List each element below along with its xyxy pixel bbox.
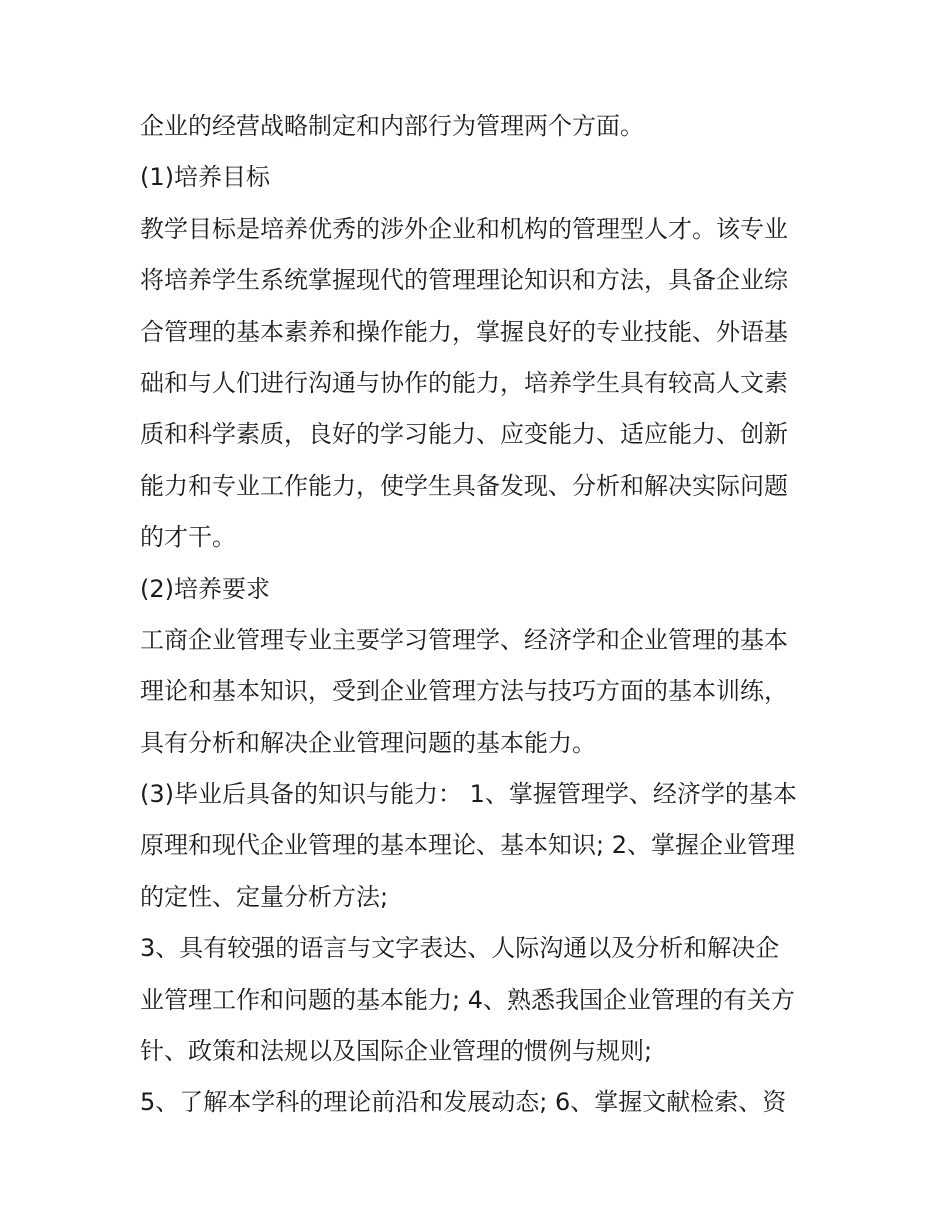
text-line: 理论和基本知识，受到企业管理方法与技巧方面的基本训练， <box>140 677 788 706</box>
text-line: 将培养学生系统掌握现代的管理理论知识和方法，具备企业综 <box>140 266 788 295</box>
document-body <box>140 101 820 1129</box>
text-line: 教学目标是培养优秀的涉外企业和机构的管理型人才。该专业 <box>140 214 788 243</box>
text-line: 企业的经营战略制定和内部行为管理两个方面。 <box>140 112 644 140</box>
text-line: 针、政策和法规以及国际企业管理的惯例与规则; <box>140 1037 653 1066</box>
text-line: 工商企业管理专业主要学习管理学、经济学和企业管理的基本 <box>140 625 788 654</box>
text-line: 原理和现代企业管理的基本理论、基本知识; 2、掌握企业管理 <box>140 831 795 860</box>
text-line: 能力和专业工作能力，使学生具备发现、分析和解决实际问题 <box>140 471 788 500</box>
section-heading: (1)培养目标 <box>140 163 270 192</box>
text-line: 业管理工作和问题的基本能力; 4、熟悉我国企业管理的有关方 <box>140 985 795 1014</box>
text-line: 具有分析和解决企业管理问题的基本能力。 <box>140 728 596 757</box>
text-line: 的定性、定量分析方法; <box>140 882 389 911</box>
text-line: 质和科学素质，良好的学习能力、应变能力、适应能力、创新 <box>140 420 788 449</box>
section-heading: (3)毕业后具备的知识与能力： 1、掌握管理学、经济学的基本 <box>140 780 797 809</box>
text-line: 3、具有较强的语言与文字表达、人际沟通以及分析和解决企 <box>140 934 780 963</box>
text-line: 的才干。 <box>140 523 236 552</box>
section-heading: (2)培养要求 <box>140 574 270 603</box>
text-line: 础和与人们进行沟通与协作的能力，培养学生具有较高人文素 <box>140 368 788 397</box>
text-line: 合管理的基本素养和操作能力，掌握良好的专业技能、外语基 <box>140 317 788 346</box>
text-line: 5、了解本学科的理论前沿和发展动态; 6、掌握文献检索、资 <box>140 1088 787 1117</box>
